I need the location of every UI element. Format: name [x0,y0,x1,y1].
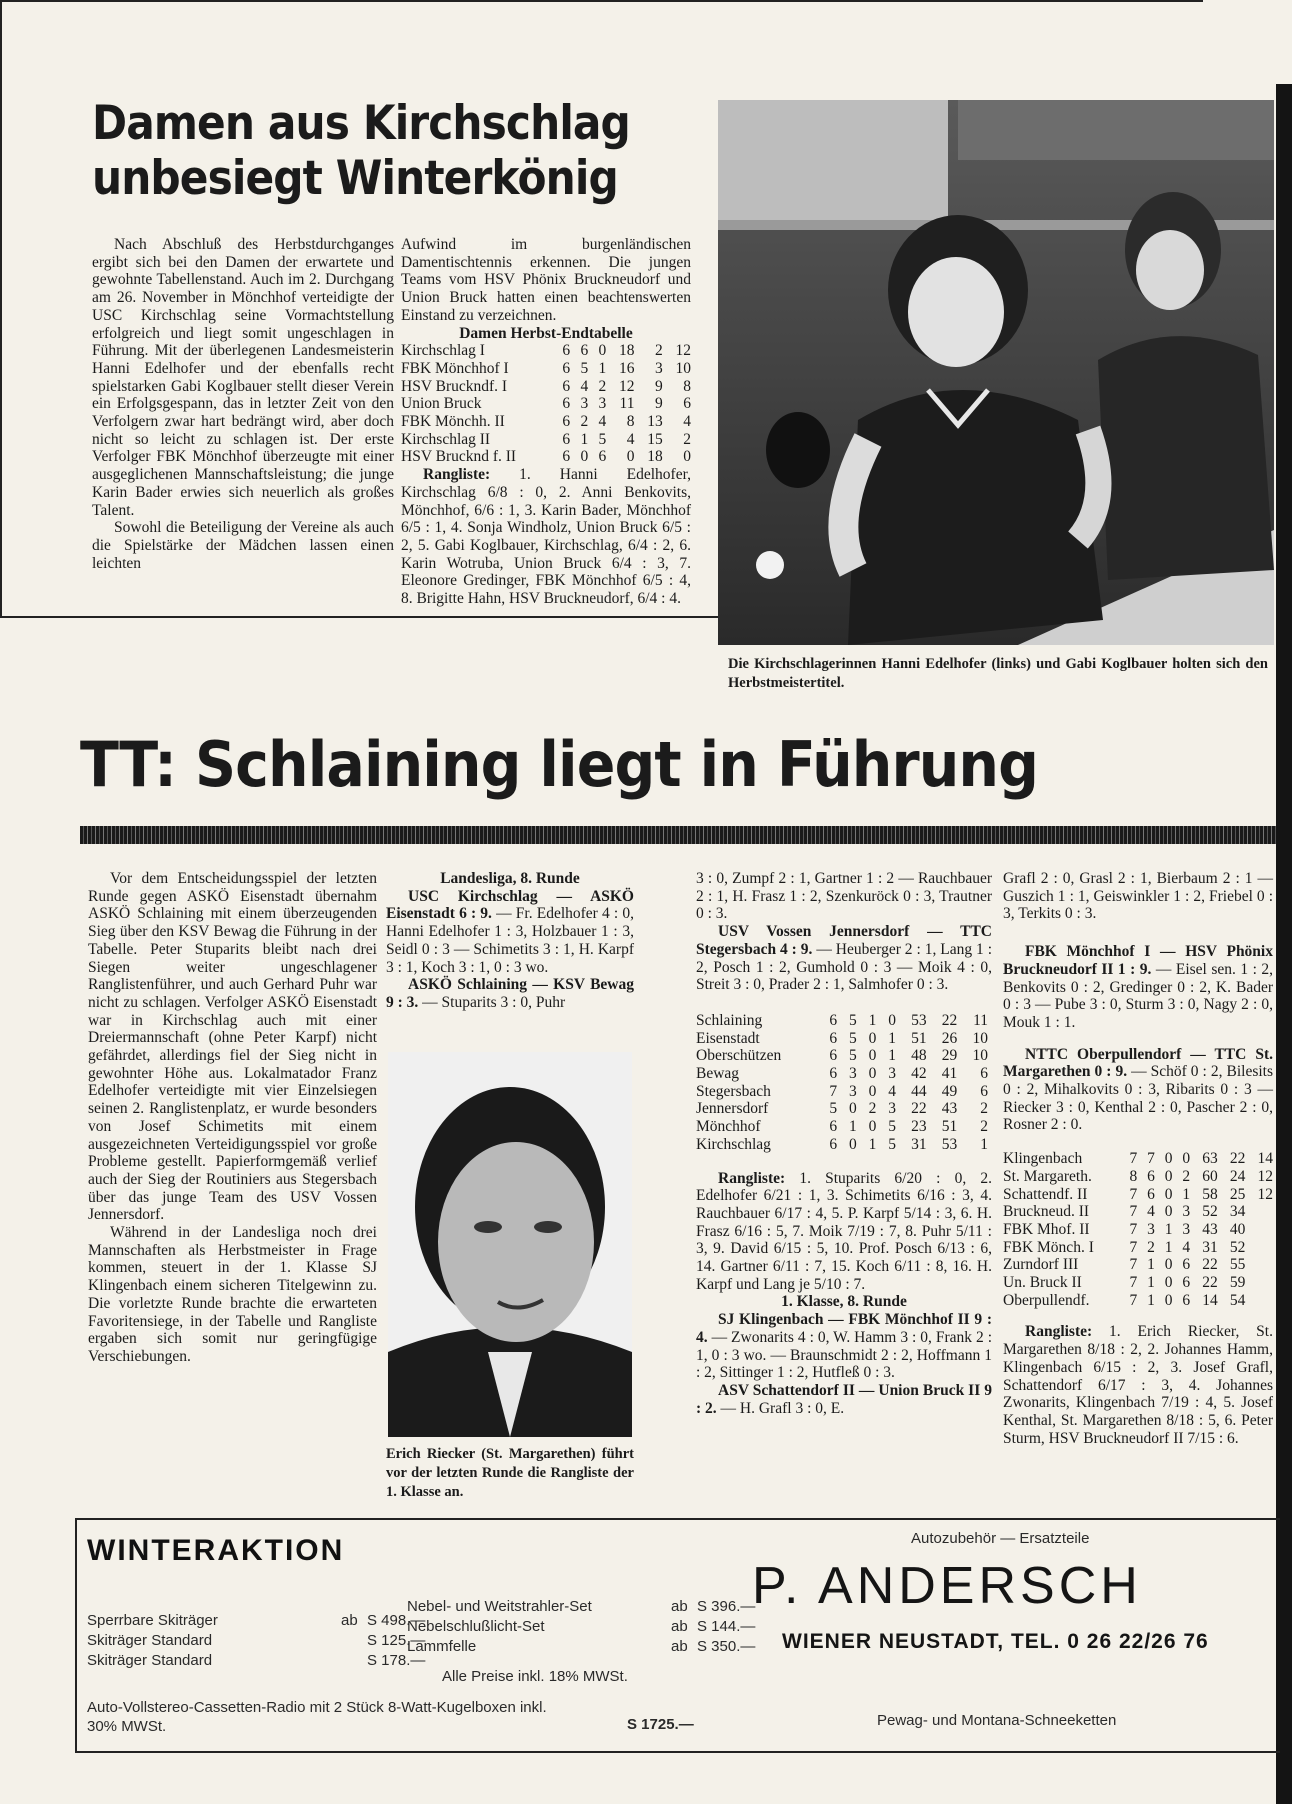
table-cell: 58 [1202,1185,1218,1203]
damen-table-row [401,431,691,449]
table-cell: 1 [1164,1220,1173,1238]
table-cell [1245,1239,1273,1257]
table-cell: 6 [562,377,571,395]
table-cell: 5 [849,1029,857,1047]
table-cell: 6 [829,1029,838,1047]
team-name: HSV Brucknd f. II [401,448,517,466]
table-cell: 5 [888,1118,896,1136]
brand-name: P. ANDERSCH [752,1557,1142,1615]
table-cell [1245,1256,1273,1274]
team-name: FBK Mönch. I [1003,1238,1094,1256]
table-cell: 6 [829,1118,838,1136]
damen-table-row [401,413,691,431]
table-cell: 52 [1229,1238,1246,1256]
divider-stripe [80,826,1276,844]
ad-item-price: S 498.— [367,1612,426,1629]
table-cell: 11 [973,1011,988,1029]
team-name: Bewag [696,1065,740,1083]
table-cell: 6 [598,448,607,466]
table-cell: 53 [941,1135,958,1153]
table-cell: 0 [1164,1150,1173,1168]
team-name: Un. Bruck II [1003,1274,1082,1292]
table-cell: 0 [1164,1185,1173,1203]
table-cell: 4 [1182,1238,1191,1256]
ad-item-prefix: ab [671,1618,688,1635]
team-name: Mönchhof [696,1118,761,1136]
table-cell: 55 [1229,1256,1246,1274]
table-cell: 4 [888,1082,896,1100]
table-cell: 3 [888,1065,896,1083]
table-cell: 6 [683,395,691,413]
table-cell: 10 [972,1029,988,1047]
table-cell: 5 [849,1047,857,1065]
table-cell: 0 [1164,1274,1173,1292]
table-cell: 6 [1147,1167,1155,1185]
ad-item-label: Lammfelle [407,1638,477,1655]
table-cell: 0 [580,448,589,466]
table-cell: 7 [829,1082,838,1100]
vat-note: Alle Preise inkl. 18% MWSt. [442,1668,628,1685]
klasse-table-row [1003,1239,1273,1257]
table-cell: 1 [1147,1274,1155,1292]
article2-col3: 3 : 0, Zumpf 2 : 1, Gartner 1 : 2 — Rauchbauer 2 : 1, H. Frasz 1 : 2, Szenkuröck 0 : 3, Trautner 0 : 3. USV Vossen Jennersdorf — TTC Stegersbach 4 : 9. — Heuberger 2 : 1, Lang 1 : 2, Posch 1 : 2, Gumhold 0 : 3 — Moik 4 : 0, Streit 3 : 0, Prader 2 : 1, Salmhofer 0 : 3. Schlaining 6 5 1 0 53 22 11 Eisenstadt 6 5 0 1 51 26 10 Oberschützen 6 5 0 1 48 29 10 Bewag 6 3 0 3 42 41 6 Stegersbach 7 3 0 4 44 49 6 Jennersdorf 5 0 2 3 22 43 2 Mönchhof 6 1 0 5 23 51 2 Kirchschlag 6 0 1 5 31 53 1 Rangliste: 1. Stuparits 6/20 : 0, 2. Edelhofer 6/21 : 1, 3. Schimetits 6/16 : 3, 4. Rauchbauer 6/17 : 4, 5. P. Karpf 5/14 : 3, 6. H. Frasz 6/16 : 5, 7. Moik 7/19 : 7, 8. Puhr 5/11 : 3, 9. David 6/15 : 5, 10. Prof. Posch 6/13 : 6, 14. Gartner 6/11 : 7, 15. Koch 6/11 : 8, 16. H. Karpf und Lang je 5/10 : 7. 1. Klasse, 8. Runde SJ Klingenbach — FBK Mönchhof II 9 : 4. — Zwonarits 4 : 0, W. Hamm 3 : 0, Frank 2 : 1, 0 : 3 wo. — Braunschmidt 2 : 2, Hoffmann 1 : 2, Sittinger 1 : 2, Hutfleß 0 : 3. ASV Schattendorf II — Union Bruck II 9 : 2. — H. Grafl 3 : 0, E. [696,870,993,1417]
table-cell: 0 [1182,1150,1191,1168]
table-cell: 4 [580,377,589,395]
team-name: Klingenbach [1003,1150,1083,1168]
table-cell: 6 [829,1047,838,1065]
table-cell: 51 [941,1118,958,1136]
table-cell: 29 [941,1047,958,1065]
table-cell: 0 [888,1011,896,1029]
table-cell: 4 [683,413,691,431]
table-cell: 3 [849,1082,857,1100]
klasse-table-row [1003,1150,1273,1168]
table-cell: 7 [1129,1150,1138,1168]
table-cell: 34 [1229,1203,1246,1221]
table-cell: 0 [868,1047,877,1065]
team-name: FBK Mönchhof I [401,359,509,377]
table-cell: 15 [647,430,663,448]
landesliga-table [696,1012,988,1154]
table-cell: 11 [619,395,635,413]
table-cell: 6 [1182,1256,1191,1274]
table-cell: 51 [911,1029,927,1047]
table-cell: 7 [1129,1238,1138,1256]
table-cell: 4 [626,430,635,448]
klasse-table-row [1003,1274,1273,1292]
brand-address: WIENER NEUSTADT, TEL. 0 26 22/26 76 [782,1630,1209,1653]
klasse-table-row [1003,1168,1273,1186]
table-cell: 3 [1182,1220,1191,1238]
table-cell: 12 [1257,1167,1273,1185]
team-name: Schlaining [696,1011,763,1029]
table-cell: 2 [580,413,589,431]
table-cell: 6 [562,413,571,431]
table-cell: 14 [1202,1291,1218,1309]
table-cell: 8 [683,377,691,395]
table-cell: 6 [829,1135,838,1153]
table-cell: 0 [849,1135,857,1153]
table-cell: 60 [1202,1167,1218,1185]
table-cell: 6 [562,359,571,377]
landesliga-table-row [696,1118,988,1136]
article1-headline: Damen aus Kirchschlag unbesiegt Winterkönig [92,96,630,206]
table-cell: 31 [1202,1238,1218,1256]
table-cell: 9 [654,377,663,395]
table-cell: 6 [980,1065,988,1083]
table-cell: 3 [654,359,663,377]
table-cell: 3 [580,395,589,413]
article2-headline: TT: Schlaining liegt in Führung [80,728,1038,801]
klasse-table-row [1003,1186,1273,1204]
table-cell: 5 [829,1100,838,1118]
table-cell: 4 [1147,1203,1155,1221]
table-cell [1245,1292,1273,1310]
table-cell: 0 [1164,1203,1173,1221]
team-name: Eisenstadt [696,1029,760,1047]
table-cell: 6 [829,1011,838,1029]
team-name: HSV Bruckndf. I [401,377,508,395]
ad-item-price: S 396.— [697,1598,756,1615]
table-cell: 1 [868,1135,877,1153]
ad-item-label: Skiträger Standard [87,1632,213,1649]
table-cell: 1 [1182,1185,1191,1203]
ad-item-label: Sperrbare Skiträger [87,1612,218,1629]
table-cell: 1 [849,1118,857,1136]
table-cell: 14 [1257,1150,1273,1168]
table-cell: 7 [1129,1220,1138,1238]
table-cell: 8 [1129,1167,1138,1185]
table-cell: 7 [1129,1274,1138,1292]
table-cell: 6 [562,395,571,413]
table-cell: 1 [888,1047,896,1065]
table-tennis-photo [718,100,1274,645]
table-cell: 3 [1147,1220,1155,1238]
team-name: Oberpullendf. [1003,1291,1090,1309]
table-cell: 31 [911,1135,927,1153]
landesliga-table-row [696,1083,988,1101]
team-name: Zurndorf III [1003,1256,1079,1274]
damen-table-row [401,342,691,360]
table-cell: 0 [1164,1256,1173,1274]
table-cell: 53 [911,1011,927,1029]
table-cell: 54 [1229,1291,1246,1309]
ad-item-price: S 350.— [697,1638,756,1655]
table-cell: 3 [849,1065,857,1083]
damen-table-row [401,448,691,466]
table-cell: 0 [1164,1291,1173,1309]
table-cell: 6 [562,342,571,360]
table-cell: 6 [980,1082,988,1100]
ad-item-prefix: ab [671,1598,688,1615]
table-cell: 2 [980,1118,988,1136]
table-title: Damen Herbst-Endtabelle [459,324,633,342]
table-cell: 12 [618,377,635,395]
landesliga-table-row [696,1136,988,1154]
klasse-table-row [1003,1203,1273,1221]
ad-item-label: Nebelschlußlicht-Set [407,1618,545,1635]
radio-price: S 1725.— [627,1716,694,1733]
damen-table [401,342,691,466]
table-cell: 0 [868,1118,877,1136]
table-cell [1245,1221,1273,1239]
table-cell: 1 [1147,1291,1155,1309]
table-cell: 59 [1229,1274,1246,1292]
damen-table-row [401,378,691,396]
table-cell: 0 [1164,1167,1173,1185]
table-cell: 5 [888,1135,896,1153]
team-name: Kirchschlag [696,1135,771,1153]
portrait-caption: Erich Riecker (St. Margarethen) führt vor der letzten Runde die Rangliste der 1. Klasse an. [386,1446,634,1500]
damen-table-row [401,360,691,378]
table-cell: 12 [675,342,691,360]
article2-col1: Vor dem Entscheidungsspiel der letzten Runde gegen ASKÖ Eisenstadt übernahm ASKÖ Schlaining mit einem überzeugenden Sieg über den KSV Bewag die Führung in der Tabelle. Peter Stuparits bleibt nach drei Siegen weiter ungeschlagener Ranglistenführer, und auch Gerhard Puhr war nicht zu schlagen. Verfolger ASKÖ Eisenstadt war in Kirchschlag auch mit einer Dreiermannschaft (ohne Peter Karpf) nicht gefährdet, allerdings fiel der Sieg nicht in gewohnter Höhe aus. Lokalmatador Franz Edelhofer verteidigte mit vier Einzelsiegen seinen 2. Ranglistenplatz, er wurde besonders von Josef Schimetits mit einem ausgezeichneten Verteidigungsspiel vor große Probleme gestellt. Papierformgemäß verlief auch der Sieg der Routiniers aus Stegersbach über das junge Team des USV Vossen Jennersdorf. Während in der Landesliga noch drei Mannschaften als Herbstmeister in Frage kommen, steuert in der 1. Klasse SJ Klingenbach einem sicheren Titelgewinn zu. Die vorletzte Runde brachte die erwarteten Favoritensiege, in der Tabelle und Rangliste ergaben sich somit nur geringfügige Verschiebungen. [88,870,377,1365]
table-cell: 2 [1182,1167,1191,1185]
klasse-table-row [1003,1221,1273,1239]
table-cell: 1 [888,1029,896,1047]
table-cell: 0 [868,1065,877,1083]
ad-title: WINTERAKTION [87,1534,345,1567]
table-cell: 24 [1229,1167,1246,1185]
table-cell: 26 [941,1029,958,1047]
team-name: St. Margareth. [1003,1167,1092,1185]
table-cell: 7 [1129,1185,1138,1203]
radio-offer: Auto-Vollstereo-Cassetten-Radio mit 2 Stück 8-Watt-Kugelboxen inkl. 30% MWSt. [87,1699,547,1735]
table-cell: 10 [972,1047,988,1065]
klasse-table-row [1003,1292,1273,1310]
table-cell: 1 [980,1135,988,1153]
table-cell: 2 [683,430,691,448]
table-cell: 7 [1147,1150,1155,1168]
table-cell: 1 [580,430,589,448]
article1-col2: Aufwind im burgenländischen Damentischtennis erkennen. Die jungen Teams vom HSV Phönix Bruckneudorf und Union Bruck hatten einen beachtenswerten Einstand zu verzeichnen. Damen Herbst-Endtabelle Kirchschlag I 6 6 0 18 2 12 FBK Mönchhof I 6 5 1 16 3 10 HSV Bruckndf. I 6 4 2 12 9 8 Union Bruck 6 3 3 11 9 6 FBK Mönchh. II 6 2 4 8 13 4 Kirchschlag II 6 1 5 4 15 2 HSV Brucknd f. II 6 0 6 0 18 0 Rangliste: 1. Hanni Edelhofer, Kirchschlag 6/8 : 0, 2. Anni Benkovits, Mönchhof, 6/6 : 1, 3. Karin Bader, Mönchhof 6/5 : 1, 4. Sonja Windholz, Union Bruck 6/5 : 2, 5. Gabi Koglbauer, Kirchschlag, 6/4 : 2, 6. Karin Wotruba, Union Bruck 6/4 : 3, 7. Eleonore Gredinger, FBK Mönchhof 6/5 : 4, 8. Brigitte Hahn, HSV Bruckneudorf, 6/4 : 4. [401,236,691,608]
table-cell: 6 [562,448,571,466]
advertisement [75,1518,1280,1753]
portrait-photo [388,1052,632,1437]
table-cell: 0 [868,1082,877,1100]
table-cell: 6 [829,1065,838,1083]
table-cell: 7 [1129,1291,1138,1309]
table-cell: 4 [598,413,607,431]
table-cell: 43 [941,1100,958,1118]
table-cell: 12 [1257,1185,1273,1203]
table-cell: 25 [1229,1185,1246,1203]
table-cell: 5 [598,430,607,448]
table-cell: 1 [1147,1256,1155,1274]
ad-item-price: S 144.— [697,1618,756,1635]
team-name: FBK Mhof. II [1003,1220,1090,1238]
article2-col4: Grafl 2 : 0, Grasl 2 : 1, Bierbaum 2 : 1 — Guszich 1 : 1, Geiswinkler 1 : 2, Friebel 0 : 3, Terkits 0 : 3. FBK Mönchhof I — HSV Phönix Bruckneudorf II 1 : 9. — Eisel sen. 1 : 2, Benkovits 0 : 2, Gredinger 0 : 2, K. Bader 0 : 3 — Pube 3 : 0, Sturm 3 : 0, Nagy 2 : 0, Mouk 1 : 1. NTTC Oberpullendorf — TTC St. Margarethen 0 : 9. — Schöf 0 : 2, Bilesits 0 : 2, Mihalkovits 0 : 3, Ribarits 0 : 3 — Riecker 3 : 0, Kenthal 2 : 0, Pascher 2 : 0, Rosner 2 : 0. Klingenbach 7 7 0 0 63 22 14 St. Margareth. 8 6 0 2 60 24 12 Schattendf. II 7 6 0 1 58 25 12 Bruckneud. II 7 4 0 3 52 34 FBK Mhof. II 7 3 1 3 43 40 FBK Mönch. I 7 2 1 4 31 52 Zurndorf III 7 1 0 6 22 55 Un. Bruck II 7 1 0 6 22 59 Oberpullendf. 7 1 0 6 14 54 Rangliste: 1. Erich Riecker, St. Margarethen 8/18 : 2, 2. Johannes Hamm, Klingenbach 6/15 : 2, 3. Josef Grafl, Schattendorf 6/17 : 3, 4. Johannes Zwonarits, Klingenbach 7/19 : 4, 5. Josef Kenthal, St. Margarethen 8/18 : 5, 6. Peter Sturm, HSV Bruckneudorf II 7/15 : 6. [1003,870,1274,1447]
table-cell: 0 [868,1029,877,1047]
table-cell [1245,1274,1273,1292]
ad-bottom-line: Pewag- und Montana-Schneeketten [877,1712,1117,1729]
table-cell: 22 [941,1011,958,1029]
team-name: Kirchschlag I [401,342,485,360]
team-name: Bruckneud. II [1003,1203,1090,1221]
table-cell: 6 [1182,1274,1191,1292]
table-cell [1245,1203,1273,1221]
ad-item-price: S 178.— [367,1652,426,1669]
table-cell: 63 [1202,1150,1218,1168]
team-name: Jennersdorf [696,1100,769,1118]
table-cell: 18 [618,342,635,360]
ad-item-prefix: ab [341,1612,358,1629]
table-cell: 0 [683,448,691,466]
klasse-table-row [1003,1256,1273,1274]
table-cell: 0 [626,448,635,466]
table-cell: 23 [911,1118,927,1136]
table-cell: 22 [1229,1150,1246,1168]
photo-caption: Die Kirchschlagerinnen Hanni Edelhofer (links) und Gabi Koglbauer holten sich den Herbstmeistertitel. [728,656,1268,691]
table-cell: 3 [888,1100,896,1118]
table-cell: 49 [941,1082,958,1100]
ad-item-prefix: ab [671,1638,688,1655]
table-cell: 2 [598,377,607,395]
table-cell: 52 [1202,1203,1218,1221]
table-cell: 2 [654,342,663,360]
damen-table-row [401,395,691,413]
table-cell: 8 [626,413,635,431]
table-cell: 2 [980,1100,988,1118]
team-name: Stegersbach [696,1082,771,1100]
table-cell: 22 [1202,1274,1218,1292]
team-name: Oberschützen [696,1047,782,1065]
table-cell: 7 [1129,1256,1138,1274]
table-cell: 40 [1229,1220,1246,1238]
table-cell: 9 [654,395,663,413]
table-cell: 0 [598,342,607,360]
table-cell: 22 [911,1100,927,1118]
table-cell: 6 [1182,1291,1191,1309]
table-cell: 6 [580,342,589,360]
table-cell: 22 [1202,1256,1218,1274]
table-cell: 10 [675,359,691,377]
article2-col2: Landesliga, 8. Runde USC Kirchschlag — ASKÖ Eisenstadt 6 : 9. — Fr. Edelhofer 4 : 0, Hanni Edelhofer 1 : 3, Holzbauer 1 : 3, Seidl 0 : 3 — Schimetits 3 : 1, H. Karpf 3 : 1, Koch 3 : 1, 0 : 3 wo. ASKÖ Schlaining — KSV Bewag 9 : 3. — Stuparits 3 : 0, Puhr [386,870,635,1011]
klasse-table [1003,1150,1273,1309]
team-name: FBK Mönchh. II [401,413,505,431]
ad-tagline: Autozubehör — Ersatzteile [911,1530,1090,1547]
rangliste-label: Rangliste: [423,466,491,484]
table-cell: 1 [1164,1238,1173,1256]
table-cell: 3 [598,395,607,413]
table-cell: 44 [911,1082,927,1100]
table-cell: 6 [1147,1185,1155,1203]
table-cell: 0 [849,1100,857,1118]
table-cell: 5 [580,359,589,377]
table-cell: 1 [598,359,607,377]
landesliga-table-row [696,1047,988,1065]
team-name: Kirchschlag II [401,430,491,448]
table-cell: 1 [868,1011,877,1029]
landesliga-table-row [696,1030,988,1048]
ad-item-price: S 125.— [367,1632,426,1649]
table-cell: 2 [1147,1238,1155,1256]
ad-item-label: Nebel- und Weitstrahler-Set [407,1598,592,1615]
landesliga-table-row [696,1065,988,1083]
table-cell: 42 [911,1065,927,1083]
article1-col1: Nach Abschluß des Herbstdurchganges ergibt sich bei den Damen der erwartete und gewohnte Tabellenstand. Auch im 2. Durchgang am 26. November in Mönchhof verteidigte der USC Kirchschlag seine Vormachtstellung erfolgreich und liegt somit ungeschlagen in Führung. Mit der überlegenen Landesmeisterin Hanni Edelhofer und der ebenfalls recht spielstarken Gabi Koglbauer stellt dieser Verein ein Erfolgsgespann, das in letzter Zeit von den Verfolgern zwar hart bedrängt wird, aber doch nicht so leicht zu schlagen ist. Der erste Verfolger FBK Mönchhof überzeugte mit einer ausgeglichenen Mannschaftsleistung; die junge Karin Bader erwies sich neuerlich als großes Talent. Sowohl die Beteiligung der Vereine als auch die Spielstärke der Mädchen lassen einen leichten [92,236,394,572]
table-cell: 41 [941,1065,958,1083]
table-cell: 16 [618,359,635,377]
team-name: Schattendf. II [1003,1185,1088,1203]
table-cell: 6 [562,430,571,448]
ad-item-label: Skiträger Standard [87,1652,213,1669]
table-cell: 48 [911,1047,927,1065]
table-cell: 2 [868,1100,877,1118]
table-cell: 13 [647,413,663,431]
table-cell: 7 [1129,1203,1138,1221]
table-cell: 3 [1182,1203,1191,1221]
table-cell: 18 [647,448,663,466]
landesliga-table-row [696,1100,988,1118]
table-cell: 43 [1202,1220,1218,1238]
table-cell: 5 [849,1011,857,1029]
team-name: Union Bruck [401,395,482,413]
landesliga-table-row [696,1012,988,1030]
